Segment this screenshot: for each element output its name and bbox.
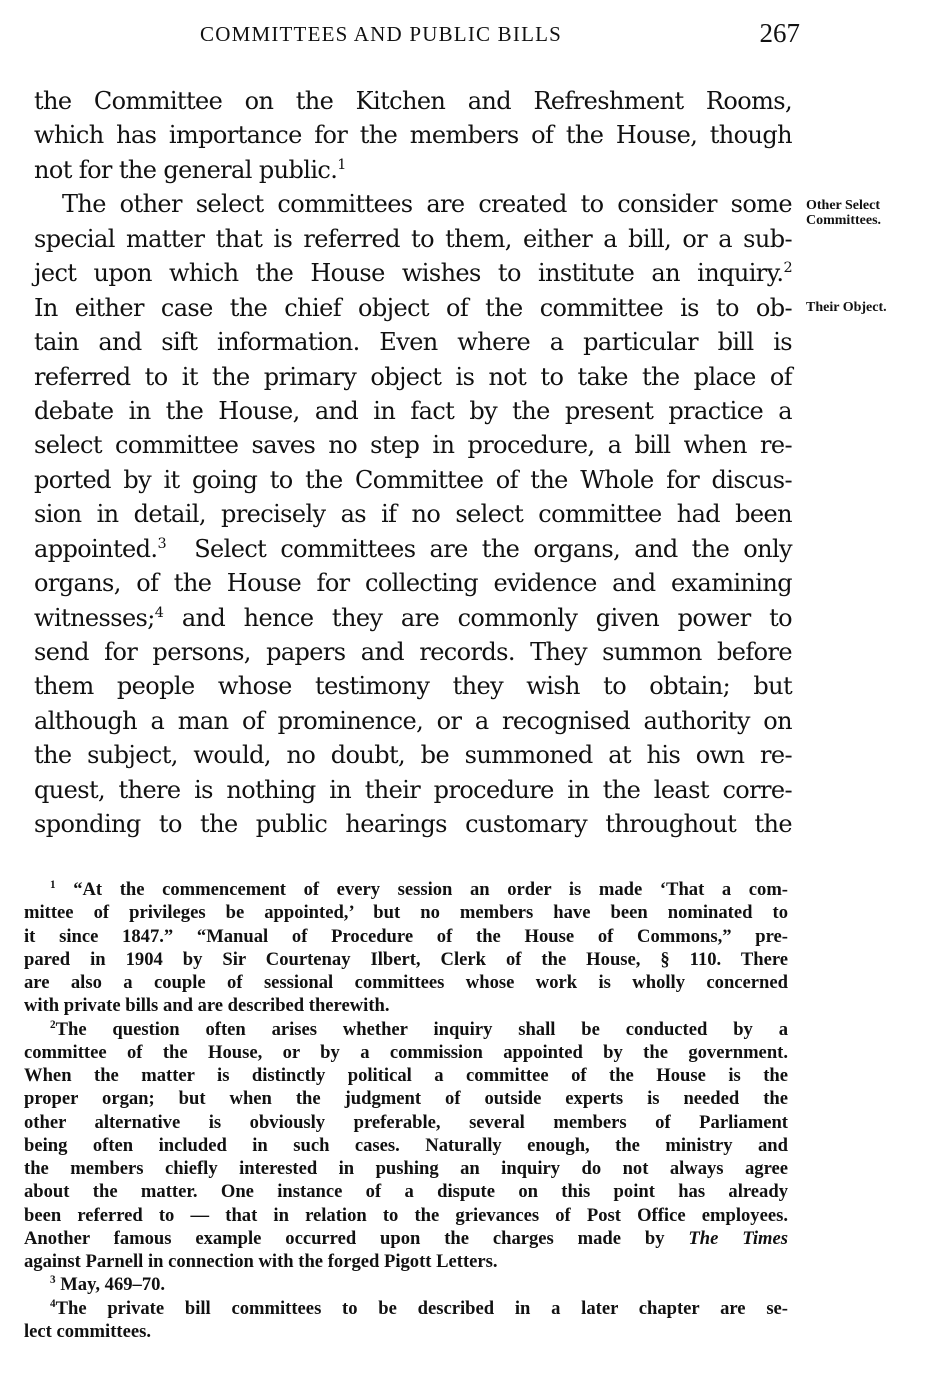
footnote-line: Another famous example occurred upon the charges made by The Times [24,1227,788,1249]
body-line: witnesses;$^4$ and hence they are commonly given power to [34,603,792,632]
footnote-line: proper organ; but when the judgment of outside experts is needed the [24,1088,788,1110]
footnote-line: When the matter is distinctly political a committee of the House is the [24,1065,788,1086]
running-title: COMMITTEES AND PUBLIC BILLS [200,22,563,46]
body-line: The other select committees are created to consider some [62,190,792,219]
footnote-line: been referred to — that in relation to the grievances of Post Office employees. [24,1204,788,1226]
body-line: them people whose testimony they wish to obtain; but [34,672,792,701]
footnote-line: $^3$ May, 469–70. [50,1274,166,1296]
margin-note-their-object: Their Object. [806,300,887,315]
footnote-line: are also a couple of sessional committees whose work is wholly concerned [24,972,788,993]
body-line: ported by it going to the Committee of the Whole for discus- [34,465,792,494]
footnote-marker: 3 [50,1274,56,1287]
body-line: tain and sift information. Even where a particular bill is [34,328,792,357]
footnote-marker: 1 [50,878,56,891]
page-number: 267 [759,18,800,48]
body-line: sion in detail, precisely as if no select committee had been [34,500,792,529]
footnote-line: mittee of privileges be appointed,’ but no members have been nominated to [24,902,788,924]
footnote-marker: 4 [50,1297,56,1310]
body-line: special matter that is referred to them, either a bill, or a sub- [34,224,792,253]
footnote-line: pared in 1904 by Sir Courtenay Ilbert, Clerk of the House, § 110. There [24,948,788,970]
body-line: referred to it the primary object is not to take the place of [34,362,792,391]
footnote-marker: 2 [50,1018,56,1031]
footnote-ref: 3 [157,535,167,552]
footnote-line: $^2$The question often arises whether inquiry shall be conducted by a [50,1018,788,1040]
body-line: send for persons, papers and records. They summon before [34,638,792,666]
body-line: debate in the House, and in fact by the present practice a [34,396,792,425]
page-header [200,18,800,48]
footnote-line: $^4$The private bill committees to be described in a later chapter are se- [50,1297,788,1319]
footnote-line: being often included in such cases. Naturally enough, the ministry and [24,1134,788,1156]
body-line: the Committee on the Kitchen and Refreshment Rooms, [34,87,792,115]
margin-note-other-select-committees: Other Select Committees. [806,198,882,228]
the-times-title: The Times [688,1227,788,1249]
footnote-line: about the matter. One instance of a dispute on this point has already [24,1181,788,1203]
body-line: organs, of the House for collecting evidence and examining [34,569,792,598]
footnote-line: against Parnell in connection with the forged Pigott Letters. [24,1251,498,1272]
footnote-line: with private bills and are described therewith. [24,995,390,1017]
footnote-line: $^1$ “At the commencement of every session an order is made ‘That a com- [50,878,789,900]
body-line: In either case the chief object of the committee is to ob- [34,293,792,322]
footnote-ref: 4 [154,604,164,621]
footnote-line: other alternative is obviously preferable, several members of Parliament [24,1111,788,1133]
body-line: not for the general public.$^1$ [34,155,346,184]
footnote-line: the members chiefly interested in pushing an inquiry do not always agree [24,1158,788,1179]
body-line: ject upon which the House wishes to institute an inquiry.$^2$ [34,259,792,288]
footnote-ref: 2 [783,260,792,277]
body-line: sponding to the public hearings customary throughout the [34,810,792,839]
body-line: although a man of prominence, or a recognised authority on [34,706,792,735]
footnote-line: committee of the House, or by a commission appointed by the government. [24,1041,788,1063]
footnote-line: lect committees. [24,1320,151,1342]
body-line: select committee saves no step in procedure, a bill when re- [34,431,792,460]
footnote-ref: 1 [337,156,346,173]
body-line: appointed.$^3$ Select committees are the organs, and the only [34,534,792,563]
body-line: quest, there is nothing in their procedure in the least corre- [34,775,792,804]
body-text [34,84,792,842]
footnotes [24,878,788,1343]
body-line: which has importance for the members of the House, though [34,121,792,150]
body-line: the subject, would, no doubt, be summoned at his own re- [34,741,792,770]
footnote-line: it since 1847.” “Manual of Procedure of the House of Commons,” pre- [24,925,788,947]
